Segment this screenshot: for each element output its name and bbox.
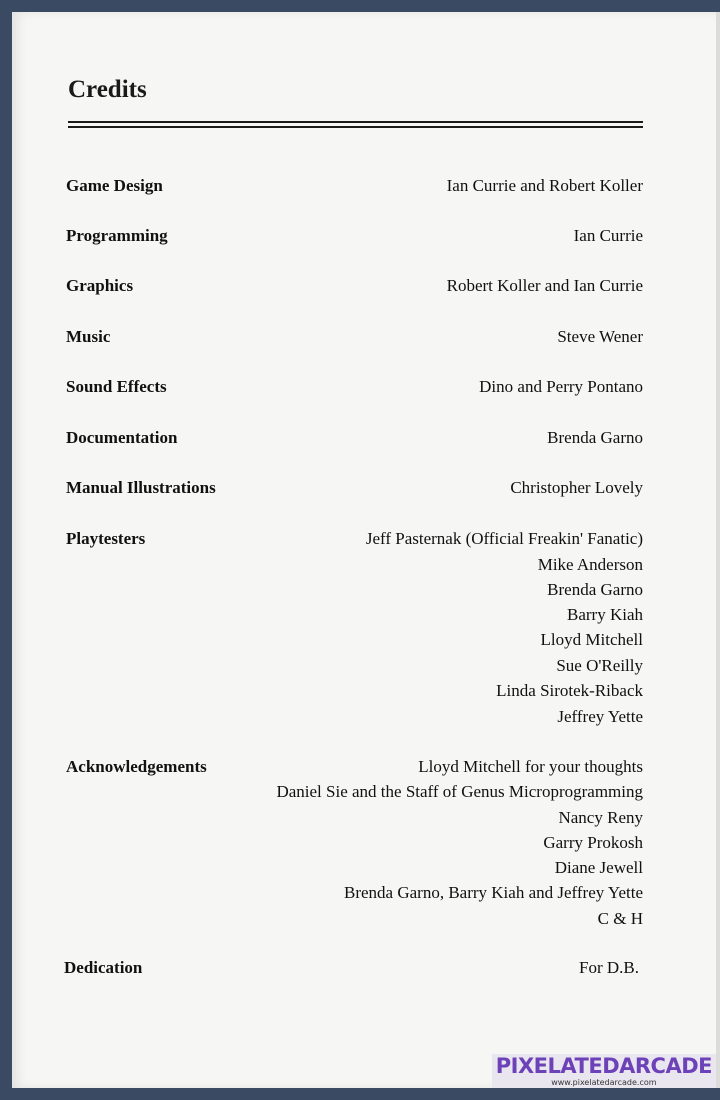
credit-value: Steve Wener — [557, 327, 643, 346]
playtester-name: Barry Kiah — [566, 605, 643, 624]
credit-label: Acknowledgements — [66, 757, 207, 776]
credit-label: Playtesters — [66, 529, 146, 548]
title-rule-bottom — [68, 126, 643, 128]
credit-value: Ian Currie and Robert Koller — [446, 176, 643, 195]
playtester-name: Linda Sirotek-Riback — [496, 681, 643, 700]
credit-label: Music — [66, 327, 111, 346]
page-edge — [716, 12, 720, 1088]
credit-label: Documentation — [66, 428, 178, 447]
credit-value: Christopher Lovely — [510, 478, 643, 497]
credit-label: Programming — [66, 226, 168, 245]
credit-label: Dedication — [64, 958, 143, 977]
playtester-name: Jeffrey Yette — [557, 707, 643, 726]
credit-label: Game Design — [66, 176, 163, 195]
acknowledgement-line: Lloyd Mitchell for your thoughts — [418, 757, 643, 776]
watermark-title: PIXELATEDARCADE — [495, 1054, 712, 1078]
credit-value: Brenda Garno — [547, 428, 643, 447]
playtester-name: Lloyd Mitchell — [540, 630, 643, 649]
acknowledgement-line: Diane Jewell — [554, 858, 643, 877]
credit-value: Dino and Perry Pontano — [479, 377, 643, 396]
credit-value: Ian Currie — [573, 226, 643, 245]
credit-label: Sound Effects — [66, 377, 167, 396]
acknowledgement-line: Nancy Reny — [558, 808, 643, 827]
playtester-name: Sue O'Reilly — [556, 656, 643, 675]
credit-value: For D.B. — [579, 958, 639, 977]
title-rule-top — [68, 121, 643, 123]
credit-value: Robert Koller and Ian Currie — [446, 276, 643, 295]
page-title: Credits — [68, 76, 147, 103]
acknowledgement-line: C & H — [597, 909, 643, 928]
acknowledgement-line: Daniel Sie and the Staff of Genus Microprogramming — [276, 782, 643, 801]
playtester-name: Jeff Pasternak (Official Freakin' Fanatic) — [365, 529, 643, 548]
credit-label: Manual Illustrations — [66, 478, 216, 497]
acknowledgement-line: Garry Prokosh — [543, 833, 643, 852]
playtester-name: Brenda Garno — [547, 580, 643, 599]
watermark — [492, 1054, 716, 1088]
acknowledgement-line: Brenda Garno, Barry Kiah and Jeffrey Yette — [344, 883, 643, 902]
watermark-url: www.pixelatedarcade.com — [551, 1078, 657, 1087]
playtester-name: Mike Anderson — [537, 555, 643, 574]
credit-label: Graphics — [66, 276, 134, 295]
